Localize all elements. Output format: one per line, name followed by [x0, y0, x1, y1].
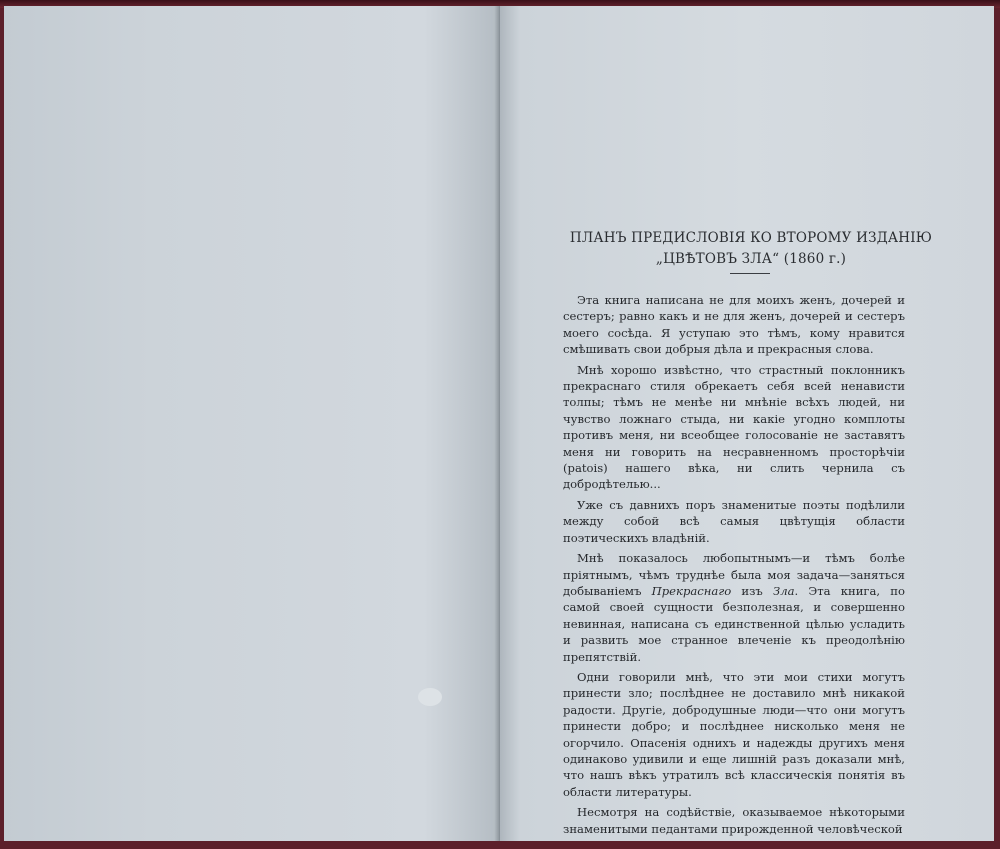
paragraph-2: Мнѣ хорошо извѣстно, что страстный поклонникъ прекраснаго стиля обрекаетъ себя всей ненависти толпы; тѣмъ не менѣе ни мнѣніе всѣхъ людей, ни чувство ложнаго стыда, ни какіе угодно комплоты противъ меня, ни всеобщее голосованіе не заставятъ меня ни говорить на несравненномъ просторѣчіи (patois) нашего вѣка, ни слить чернила съ добродѣтелью...: [563, 362, 905, 492]
preface-body: [563, 292, 905, 841]
title-line-1: ПЛАНЪ ПРЕДИСЛОВІЯ КО ВТОРОМУ ИЗДАНІЮ: [569, 230, 933, 246]
paragraph-3: Уже съ давнихъ поръ знаменитые поэты подѣлили между собой всѣ самыя цвѣтущія области поэтическихъ владѣній.: [563, 497, 905, 545]
paragraph-4-after: . Эта книга, по самой своей сущности безполезная, и совершенно невинная, написана съ единственной цѣлью усладить и развить мое странное влеченіе къ преодолѣнію препятствій.: [563, 583, 905, 664]
paragraph-1: Эта книга написана не для моихъ женъ, дочерей и сестеръ; равно какъ и не для женъ, дочерей и сестеръ моего сосѣда. Я уступаю это тѣмъ, кому нравится смѣшивать свои добрыя дѣла и прекрасныя слова.: [563, 293, 905, 357]
title-divider: [730, 273, 770, 274]
paragraph-4-middle: изъ: [731, 583, 773, 598]
paper-spot: [418, 688, 442, 706]
chapter-title: [560, 228, 942, 270]
paragraph-4: [563, 550, 905, 665]
paragraph-6: Несмотря на содѣйствіе, оказываемое нѣкоторыми знаменитыми педантами прирожденной человѣческой: [563, 805, 905, 836]
paragraph-5: Одни говорили мнѣ, что эти мои стихи могутъ принести зло; послѣднее не доставило мнѣ никакой радости. Другіе, добродушные люди—что они могутъ принести добро; и послѣднее нисколько меня не огорчило. Опасенія однихъ и надежды другихъ меня одинаково удивили и еще лишній разъ доказали мнѣ, что нашъ вѣкъ утратилъ всѣ классическія понятія въ области литературы.: [563, 669, 905, 799]
paragraph-4-before: Мнѣ показалось любопытнымъ—и тѣмъ болѣе пріятнымъ, чѣмъ труднѣе была моя задача—заняться добываніемъ: [563, 551, 905, 598]
paragraph-4-emphasis-evil: Зла: [772, 583, 795, 598]
title-line-2: „ЦВѢТОВЪ ЗЛА“ (1860 г.): [655, 251, 847, 267]
left-page-blank: [4, 6, 498, 841]
paragraph-4-emphasis-beauty: Прекраснаго: [651, 583, 732, 598]
